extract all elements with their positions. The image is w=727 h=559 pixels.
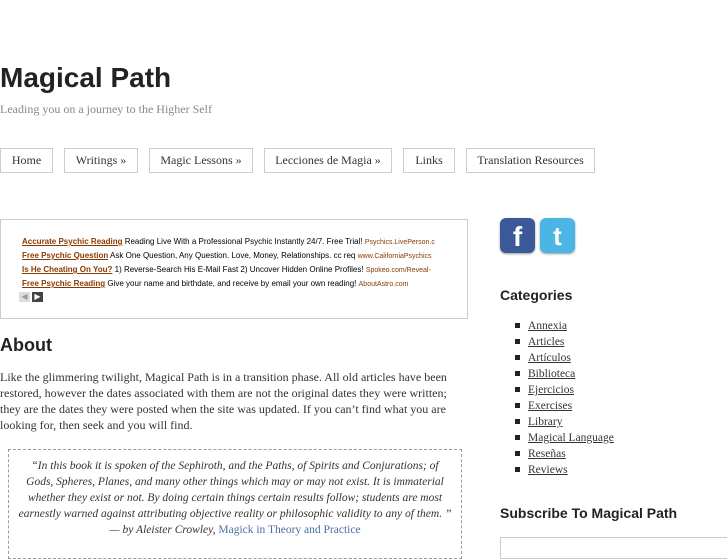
bullet-icon xyxy=(515,371,520,376)
subscribe-box[interactable] xyxy=(500,537,727,559)
category-item xyxy=(515,382,614,398)
ad-text: Give your name and birthdate, and receive by email your own reading! xyxy=(105,279,359,288)
quote-text: “In this book it is spoken of the Sephiroth, and the Paths, of Spirits and Conjurations; of Gods, Spheres, Planes, and many other things which may or may not exist. It is immaterial whether they exist or not. By doing certain things certain results follow; students are most earnestly warned against attributing objective reality or philosophic validity to any of them. ” xyxy=(18,460,452,520)
ad-text: 1) Reverse-Search His E-Mail Fast 2) Uncover Hidden Online Profiles! xyxy=(112,265,366,274)
nav-translation-resources[interactable]: Translation Resources xyxy=(466,148,595,173)
category-item xyxy=(515,398,614,414)
ad-url[interactable]: www.CaliforniaPsychics xyxy=(357,253,432,260)
subscribe-title: Subscribe To Magical Path xyxy=(500,505,678,521)
bullet-icon xyxy=(515,451,520,456)
ad-url[interactable]: Spokeo.com/Reveal- xyxy=(365,267,431,274)
attribution-prefix: — by Aleister Crowley, xyxy=(109,524,219,536)
bullet-icon xyxy=(515,339,520,344)
ad-text: Reading Live With a Professional Psychic Instantly 24/7. Free Trial! xyxy=(122,237,365,246)
site-tagline: Leading you on a journey to the Higher Self xyxy=(0,102,212,116)
bullet-icon xyxy=(515,467,520,472)
nav-writings[interactable]: Writings » xyxy=(64,148,138,173)
ad-url[interactable]: Psychics.LivePerson.c xyxy=(364,239,435,246)
ad-row xyxy=(22,279,455,288)
bullet-icon xyxy=(515,435,520,440)
category-link[interactable]: Artículos xyxy=(528,352,571,364)
category-item xyxy=(515,366,614,382)
ad-link[interactable]: Free Psychic Reading xyxy=(22,279,106,288)
category-link[interactable]: Ejercicios xyxy=(528,384,574,396)
bullet-icon xyxy=(515,355,520,360)
category-link[interactable]: Exercises xyxy=(528,400,573,412)
arrow-left-icon[interactable]: ◀ xyxy=(19,292,30,302)
category-item xyxy=(515,446,614,462)
about-title: About xyxy=(0,335,52,355)
arrow-right-icon[interactable]: ▶ xyxy=(32,292,43,302)
category-link[interactable]: Articles xyxy=(528,336,565,348)
categories-list xyxy=(515,318,614,478)
ad-link[interactable]: Is He Cheating On You? xyxy=(22,265,113,274)
bullet-icon xyxy=(515,419,520,424)
ad-row xyxy=(22,265,455,274)
site-title[interactable]: Magical Path xyxy=(0,62,172,93)
category-item xyxy=(515,318,614,334)
ad-box xyxy=(0,219,468,319)
ad-row xyxy=(22,237,455,246)
category-item xyxy=(515,462,614,478)
ad-link[interactable]: Free Psychic Question xyxy=(22,251,109,260)
ad-row xyxy=(22,251,455,260)
bullet-icon xyxy=(515,403,520,408)
nav-lecciones-de-magia[interactable]: Lecciones de Magia » xyxy=(264,148,392,173)
ad-url[interactable]: AboutAstro.com xyxy=(358,281,409,288)
attribution-link[interactable]: Magick in Theory and Practice xyxy=(218,524,361,536)
categories-title: Categories xyxy=(500,287,573,303)
ad-link[interactable]: Accurate Psychic Reading xyxy=(22,237,123,246)
category-item xyxy=(515,350,614,366)
bullet-icon xyxy=(515,387,520,392)
category-link[interactable]: Library xyxy=(528,416,563,428)
category-link[interactable]: Biblioteca xyxy=(528,368,576,380)
category-item xyxy=(515,430,614,446)
nav-links[interactable]: Links xyxy=(403,148,455,173)
quote-attribution xyxy=(17,522,453,538)
bullet-icon xyxy=(515,323,520,328)
category-item xyxy=(515,414,614,430)
ad-text: Ask One Question, Any Question. Love, Money, Relationships. cc req xyxy=(108,251,358,260)
twitter-icon[interactable]: t xyxy=(540,218,575,253)
category-link[interactable]: Annexia xyxy=(528,320,567,332)
category-link[interactable]: Reviews xyxy=(528,464,568,476)
category-link[interactable]: Magical Language xyxy=(528,432,614,444)
nav-magic-lessons[interactable]: Magic Lessons » xyxy=(149,148,253,173)
facebook-icon[interactable]: f xyxy=(500,218,535,253)
category-link[interactable]: Reseñas xyxy=(528,448,566,460)
ad-pager xyxy=(19,292,45,310)
crowley-quote xyxy=(8,449,462,559)
category-item xyxy=(515,334,614,350)
about-text: Like the glimmering twilight, Magical Path is in a transition phase. All old articles have been restored, however the dates associated with them are not the original dates they were written; they are the dates they were posted when the site was updated. If you can’t find what you are looking for, then seek and you will find. xyxy=(0,370,447,432)
nav-home[interactable]: Home xyxy=(0,148,53,173)
